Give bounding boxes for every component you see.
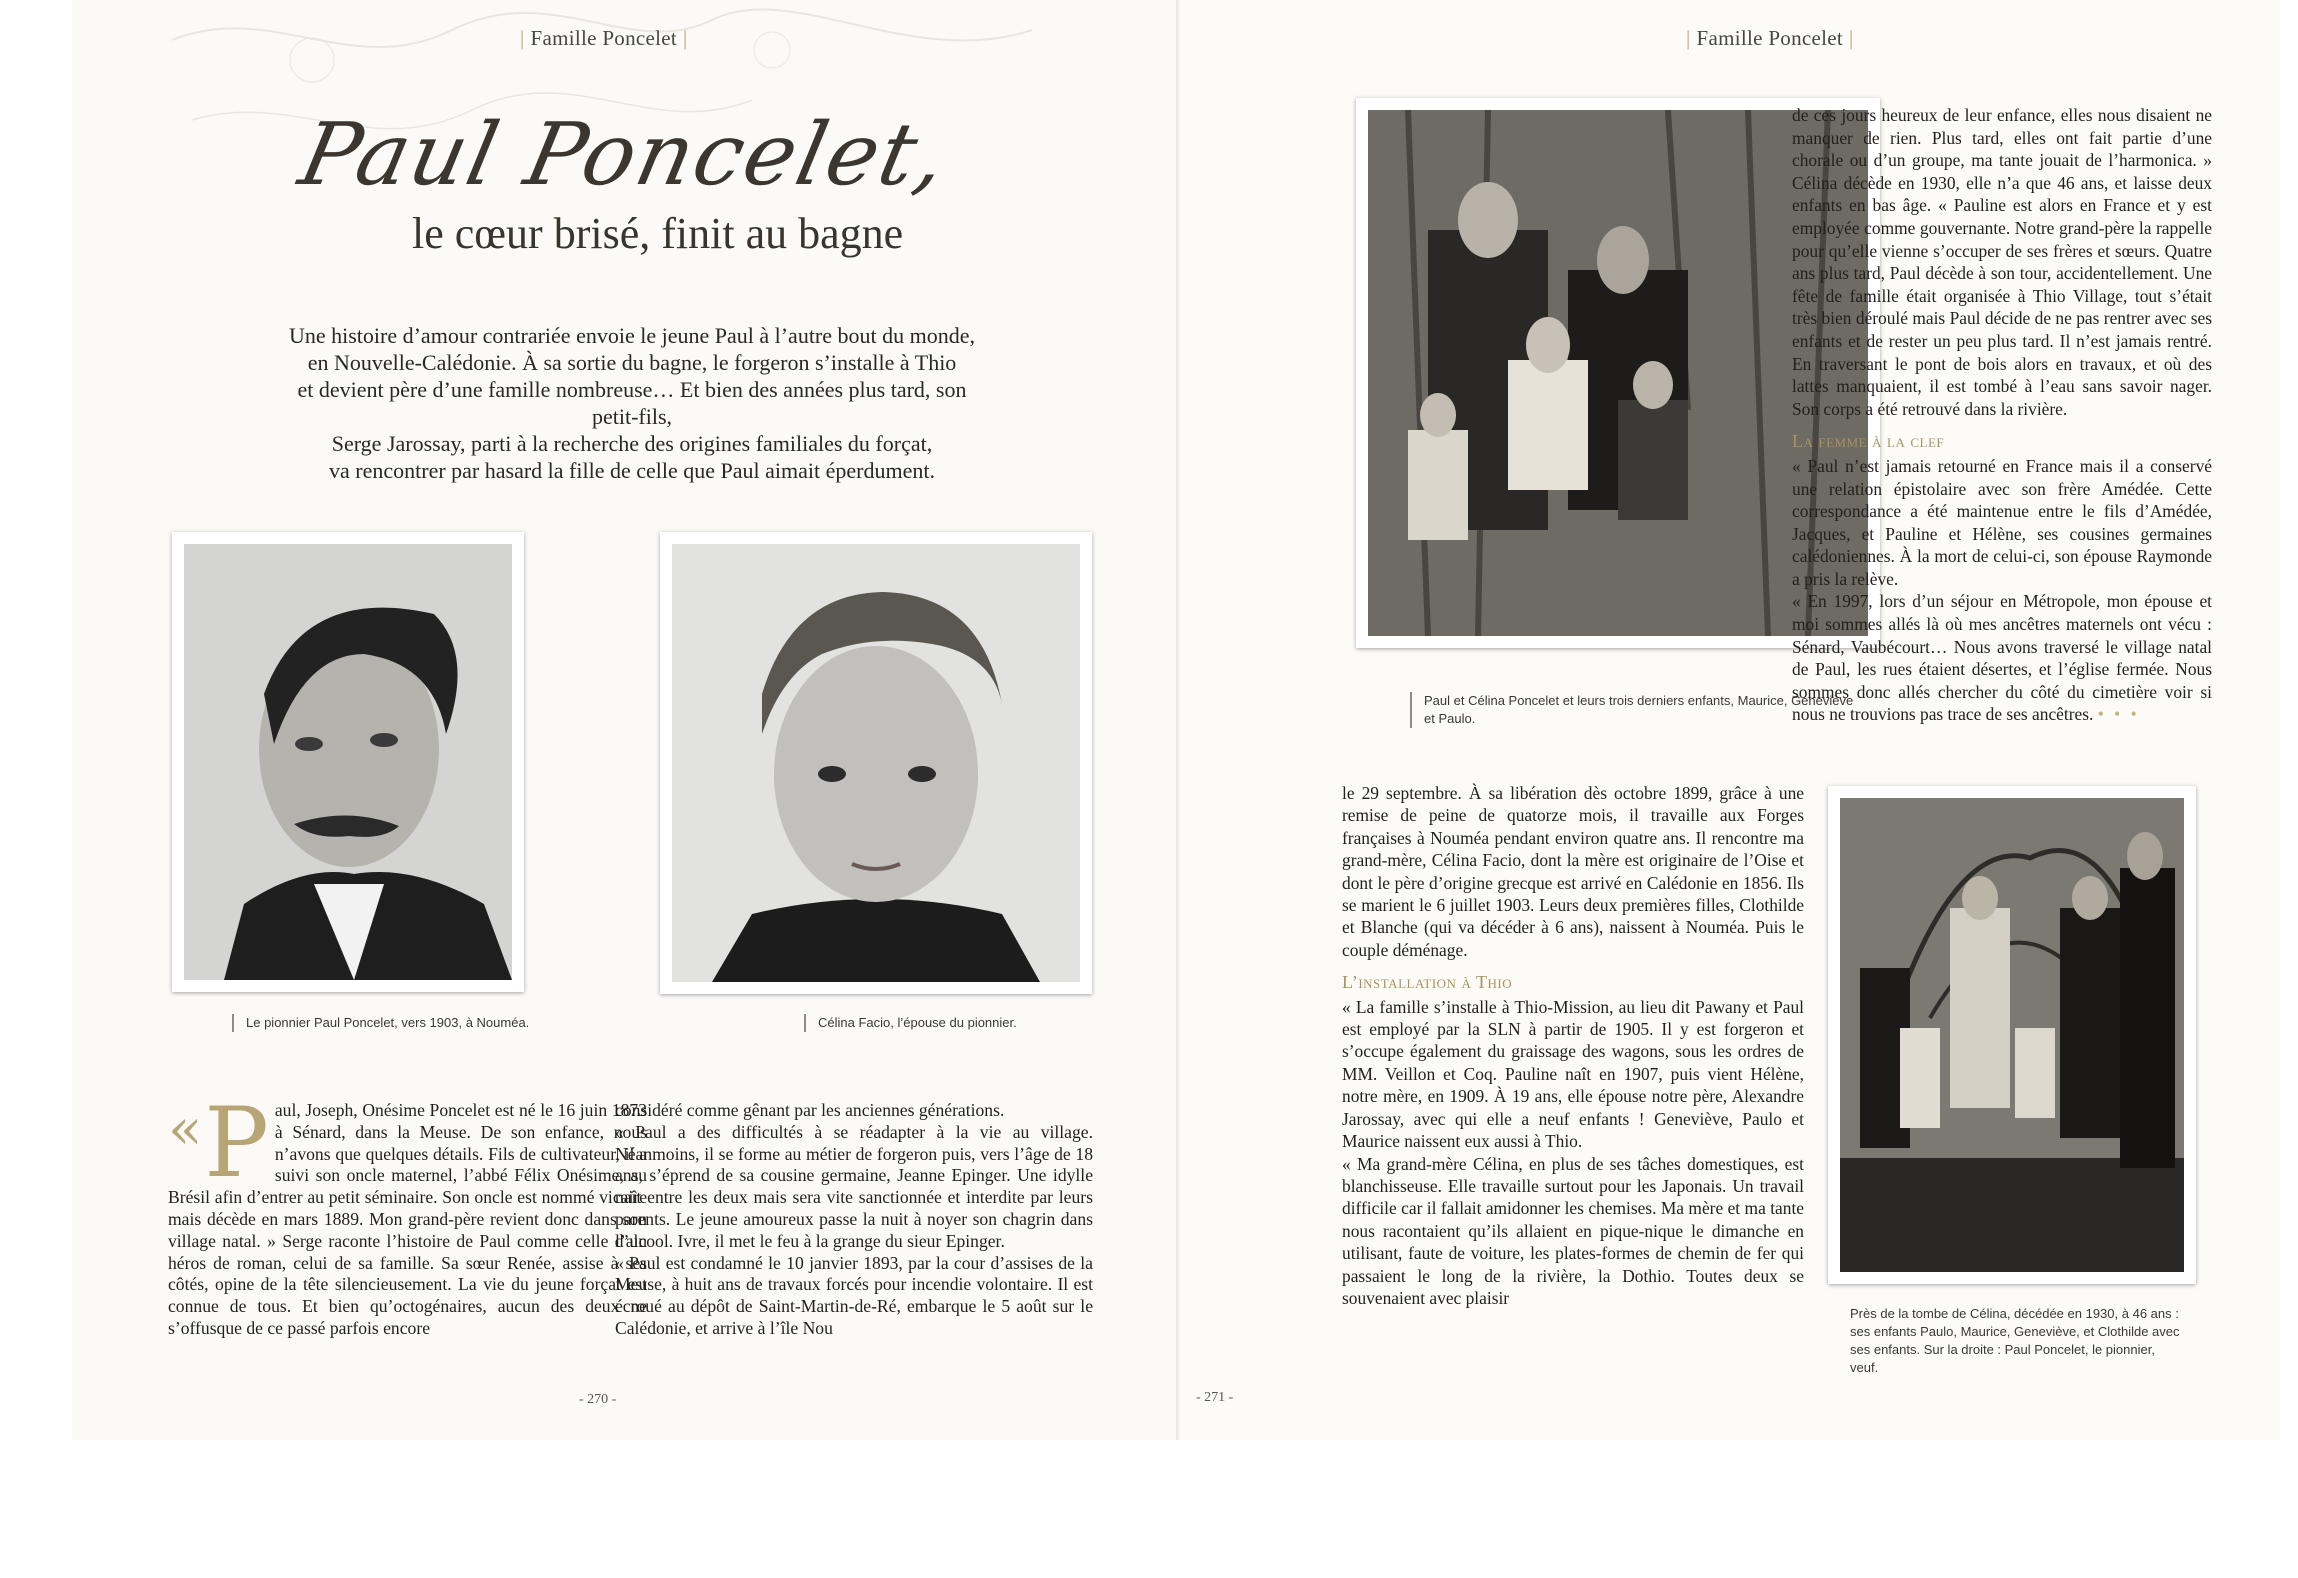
header-text: Famille Poncelet [530, 26, 678, 50]
end-dots: • • • [2097, 704, 2140, 725]
right-page [1180, 0, 2280, 1440]
paragraph: « Ma grand-mère Célina, en plus de ses tâches domestiques, est blanchisseuse. Elle travaille surtout pour les Japonais. Un travail difficile car il fallait amidonner les chemises. Ma mère et ma tante nous racontaient qu’ils allaient en pique-nique le dimanche en utilisant, faute de voiture, les plates-formes de chemin de fer qui passaient le long de la rivière, la Dothio. Toutes deux se souvenaient avec plaisir [1342, 1153, 1804, 1308]
intro-line: et devient père d’une famille nombreuse… Et bien des années plus tard, son petit-fils, [297, 377, 967, 429]
column-1-text: aul, Joseph, Onésime Poncelet est né le 16 juin 1873 à Sénard, dans la Meuse. De son enfance, nous n’avons que quelques détails. Fils de cultivateur, il a suivi son oncle maternel, l’abbé Félix Onésime, au Brésil afin d’entrer au petit séminaire. Son oncle est nommé vicaire mais décède en mars 1889. Mon grand-père revient donc dans son village natal. » Serge raconte l’histoire de Paul comme celle d’un héros de roman, celui de sa famille. Sa sœur Renée, assise à ses côtés, opine de la tête silencieusement. La vie du jeune forçat est connue de tous. Et bien qu’octogénaires, aucun des deux ne s’offusque de ce passé parfois encore [168, 1100, 647, 1338]
section-heading: La femme à la clef [1792, 431, 1945, 452]
caption-family: Paul et Célina Poncelet et leurs trois derniers enfants, Maurice, Geneviève et Paulo. [1410, 692, 1854, 728]
paragraph: « Paul a des difficultés à se réadapter à la vie au village. Néanmoins, il se forme au métier de forgeron puis, vers l’âge de 18 ans, s’éprend de sa cousine germaine, Jeanne Epinger. Une idylle naît entre les deux mais sera vite sanctionnée et interdite par leurs parents. Le jeune amoureux passe la nuit à noyer son chagrin dans l’alcool. Ivre, il met le feu à la grange du sieur Epinger. [615, 1121, 1093, 1251]
caption-tomb: Près de la tombe de Célina, décédée en 1930, à 46 ans : ses enfants Paulo, Maurice, Geneviève, et Clothilde avec ses enfants. Sur la droite : Paul Poncelet, le pionnier, veuf. [1850, 1306, 2180, 1375]
tomb-photo-illustration [1840, 798, 2184, 1272]
paragraph-text: « En 1997, lors d’un séjour en Métropole, mon épouse et moi sommes allés là où mes ancêtres maternels ont vécu : Sénard, Vaubécourt… Nous avons traversé le village natal de Paul, les rues étaient désertes, et l’église fermée. Nous sommes donc allés chercher du côté du cimetière voir si nous ne trouvions pas trace de ses ancêtres. [1792, 591, 2212, 725]
paragraph: de ces jours heureux de leur enfance, elles nous disaient ne manquer de rien. Plus tard, elles ont fait partie d’une chorale ou d’un groupe, ma tante jouait de l’harmonica. » Célina décède en 1930, elle n’a que 46 ans, et laisse deux enfants en bas âge. « Pauline est alors en France et y est employée comme gouvernante. Notre grand-père la rappelle pour qu’elle vienne s’occuper de ses frères et sœurs. Quatre ans plus tard, Paul décède à son tour, accidentellement. Une fête de famille était organisée à Thio Village, tout s’était très bien déroulé mais Paul décide de ne pas rentrer avec ses enfants et de rester un peu plus tard. Il n’est jamais rentré. En traversant le pont de bois alors en travaux, et où des lattes manquaient, il est tombé à l’eau sans savoir nager. Son corps a été retrouvé dans la rivière. [1792, 105, 2212, 419]
portrait-woman-illustration [672, 544, 1080, 982]
caption-paul: Le pionnier Paul Poncelet, vers 1903, à Nouméa. [232, 1014, 529, 1032]
left-page [72, 0, 1180, 1440]
drop-cap: P [204, 1087, 269, 1199]
portrait-man-illustration [184, 544, 512, 980]
caption-celina: Célina Facio, l’épouse du pionnier. [804, 1014, 1017, 1032]
header-text: Famille Poncelet [1696, 26, 1844, 50]
intro-paragraph [272, 322, 992, 484]
paragraph: « Paul n’est jamais retourné en France mais il a conservé une relation épistolaire avec son frère Amédée. Cette correspondance a été maintenue entre le fils d’Amédée, Jacques, et Pauline et Hélène, ses cousines germaines calédoniennes. À la mort de celui-ci, son épouse Raymonde a pris la relève. [1792, 455, 2212, 589]
page-number: - 270 - [579, 1392, 617, 1407]
article-title-script: Paul Poncelet, [291, 105, 958, 205]
running-header: | Famille Poncelet | [1686, 26, 1854, 50]
body-column-1 [168, 1087, 647, 1340]
intro-line: Serge Jarossay, parti à la recherche des origines familiales du forçat, [331, 431, 933, 456]
photo-paul-poncelet [172, 532, 524, 992]
paragraph: le 29 septembre. À sa libération dès octobre 1899, grâce à une remise de peine de quatorze mois, il travaille aux Forges françaises à Nouméa pendant environ quatre ans. Il rencontre ma grand-mère, Célina Facio, dont la mère est originaire de l’Oise et dont le père d’origine grecque est arrivé en Calédonie en 1856. Ils se marient le 6 juillet 1903. Leurs deux premières filles, Clothilde et Blanche (qui va décéder à 6 ans), naissent à Nouméa. Puis le couple déménage. [1342, 783, 1804, 960]
body-column-bottom-left [1342, 782, 1804, 1309]
page-number: - 271 - [1196, 1390, 1234, 1405]
intro-line: en Nouvelle-Calédonie. À sa sortie du bagne, le forgeron s’installe à Thio [307, 350, 957, 375]
section-heading: L’installation à Thio [1342, 972, 1513, 993]
running-header: | Famille Poncelet | [520, 26, 688, 50]
paragraph: « La famille s’installe à Thio-Mission, au lieu dit Pawany et Paul est employé par la SLN à partir de 1905. Il y est forgeron et s’occupe également du graissage des wagons, sous les ordres de MM. Veillon et Coq. Pauline naît en 1907, puis vient Hélène, notre mère, en 1909. À 19 ans, elle épouse notre père, Alexandre Jarossay, avec qui elle a neuf enfants ! Geneviève, Paulo et Maurice naissent eux aussi à Thio. [1342, 996, 1804, 1152]
photo-tomb-gathering [1828, 786, 2196, 1284]
body-column-2 [615, 1100, 1093, 1340]
intro-line: va rencontrer par hasard la fille de celle que Paul aimait éperdument. [329, 458, 935, 483]
intro-line: Une histoire d’amour contrariée envoie le jeune Paul à l’autre bout du monde, [288, 323, 976, 348]
drop-quote-mark: « [168, 1097, 203, 1162]
paragraph: « Paul est condamné le 10 janvier 1893, par la cour d’assises de la Meuse, à huit ans de travaux forcés pour incendie volontaire. Il est écroué au dépôt de Saint-Martin-de-Ré, embarque le 5 août sur le Calédonie, et arrive à l’île Nou [615, 1252, 1093, 1338]
paragraph [1792, 590, 2212, 726]
paragraph: considéré comme gênant par les anciennes générations. [615, 1100, 1005, 1120]
photo-celina-facio [660, 532, 1092, 994]
body-column-top-right [1792, 104, 2212, 726]
article-subtitle: le cœur brisé, finit au bagne [412, 209, 904, 258]
